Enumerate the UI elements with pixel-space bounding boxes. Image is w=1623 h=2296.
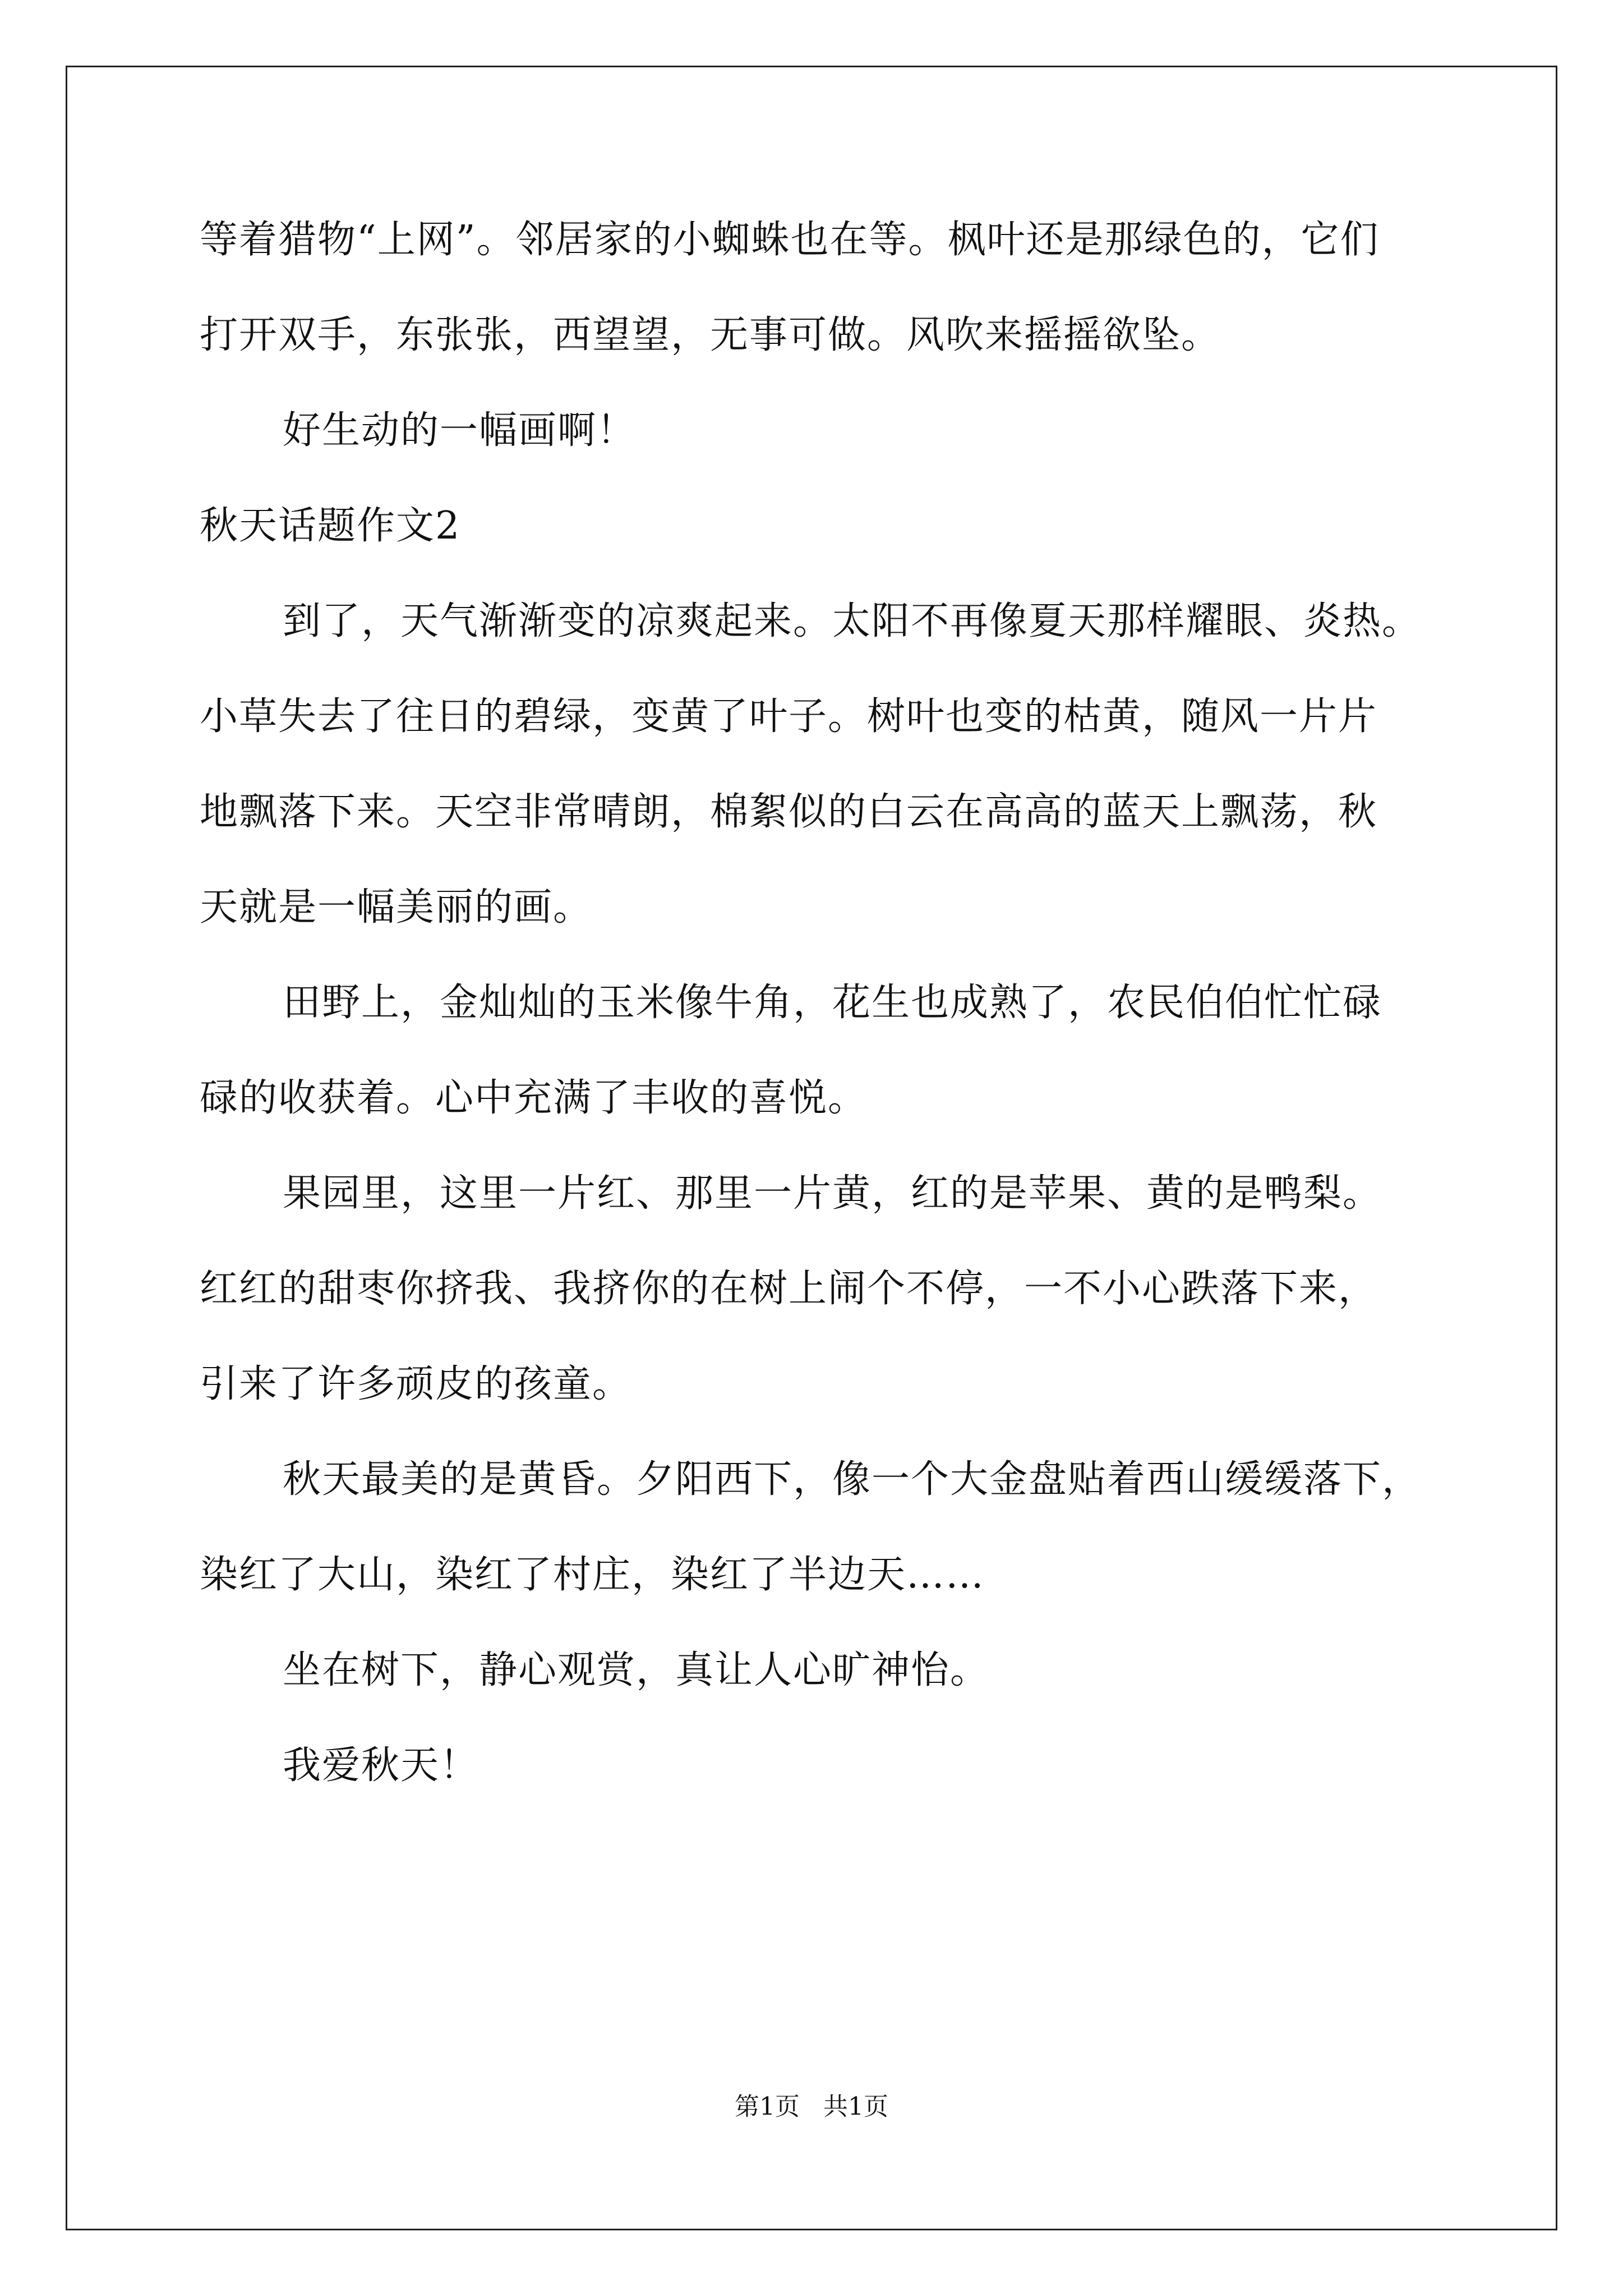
paragraph-line: 天就是一幅美丽的画。 <box>200 885 593 930</box>
paragraph-line: 染红了大山，染红了村庄，染红了半边天…… <box>200 1553 985 1597</box>
paragraph-line: 田野上，金灿灿的玉米像牛角，花生也成熟了，农民伯伯忙忙碌 <box>283 981 1382 1025</box>
paragraph-line: 红红的甜枣你挤我、我挤你的在树上闹个不停，一不小心跌落下来， <box>200 1267 1378 1311</box>
paragraph-line: 地飘落下来。天空非常晴朗，棉絮似的白云在高高的蓝天上飘荡，秋 <box>200 790 1378 834</box>
paragraph-line: 小草失去了往日的碧绿，变黄了叶子。树叶也变的枯黄，随风一片片 <box>200 694 1378 739</box>
paragraph-line: 好生动的一幅画啊！ <box>283 408 637 453</box>
paragraph-line: 果园里，这里一片红、那里一片黄，红的是苹果、黄的是鸭梨。 <box>283 1171 1382 1216</box>
page-footer: 第1页 共1页 <box>735 2092 888 2121</box>
paragraph-line: 引来了许多顽皮的孩童。 <box>200 1362 632 1406</box>
paragraph-line: 我爱秋天！ <box>283 1743 479 1788</box>
paragraph-line: 到了，天气渐渐变的凉爽起来。太阳不再像夏天那样耀眼、炎热。 <box>283 599 1422 643</box>
paragraph-line: 碌的收获着。心中充满了丰收的喜悦。 <box>200 1076 868 1120</box>
paragraph-line: 等着猎物“上网”。邻居家的小蜘蛛也在等。枫叶还是那绿色的，它们 <box>200 218 1380 262</box>
page-border <box>66 66 1557 2230</box>
section-title: 秋天话题作文2 <box>200 504 461 548</box>
paragraph-line: 秋天最美的是黄昏。夕阳西下，像一个大金盘贴着西山缓缓落下， <box>283 1457 1422 1502</box>
paragraph-line: 打开双手，东张张，西望望，无事可做。风吹来摇摇欲坠。 <box>200 313 1221 357</box>
paragraph-line: 坐在树下，静心观赏，真让人心旷神怡。 <box>283 1648 990 1692</box>
